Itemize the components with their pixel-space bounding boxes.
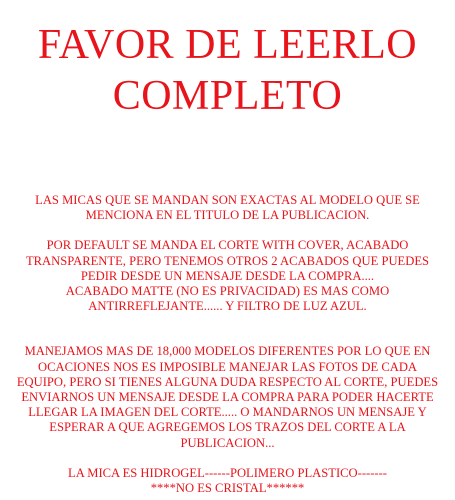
paragraph-finishes: POR DEFAULT SE MANDA EL CORTE WITH COVER, ACABADO TRANSPARENTE, PERO TENEMOS OTROS 2 ACABADOS QUE PUEDES PEDIR DESDE UN MENSAJE DESDE LA COMPRA.... ACABADO MATTE (NO ES PRIVACIDAD) ES MAS COMO ANTIRREFLEJANTE...... Y FILTRO DE LUZ AZUL. [25,238,430,314]
paragraph-exact-model: LAS MICAS QUE SE MANDAN SON EXACTAS AL MODELO QUE SE MENCIONA EN EL TITULO DE LA PUBLICACION. [35,193,420,223]
notice-body [14,193,441,496]
headline-line-1: FAVOR DE LEERLO [37,22,418,68]
spacer [14,314,441,344]
spacer [14,223,441,238]
headline [14,20,441,122]
paragraph-models-and-contact: MANEJAMOS MAS DE 18,000 MODELOS DIFERENTES POR LO QUE EN OCACIONES NOS ES IMPOSIBLE MANEJAR LAS FOTOS DE CADA EQUIPO, PERO SI TIENES ALGUNA DUDA RESPECTO AL CORTE, PUEDES ENVIARNOS UN MENSAJE DESDE LA COMPRA PARA PODER HACERTE LLEGAR LA IMAGEN DEL CORTE..... O MANDARNOS UN MENSAJE Y ESPERAR A QUE AGREGEMOS LOS TRAZOS DEL CORTE A LA PUBLICACION... [16,344,439,450]
paragraph-material: LA MICA ES HIDROGEL------POLIMERO PLASTICO------- ****NO ES CRISTAL****** [68,465,387,496]
spacer [14,451,441,466]
headline-line-2: COMPLETO [112,73,343,119]
